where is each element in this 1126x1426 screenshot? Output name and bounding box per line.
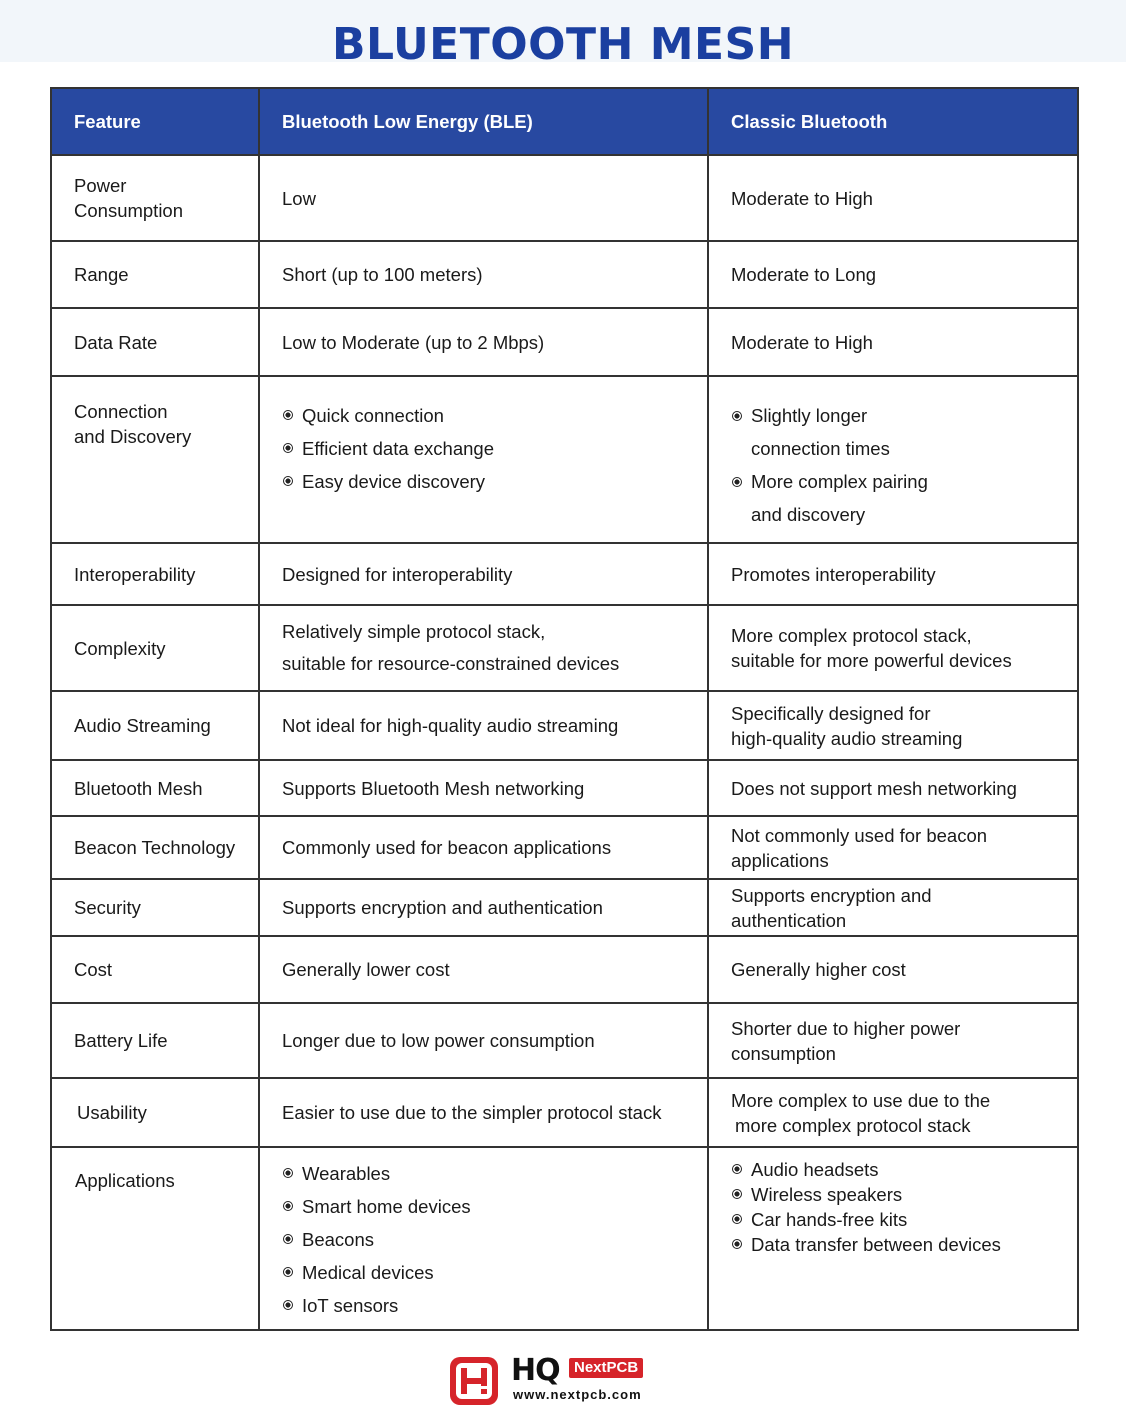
- list-item: Wearables: [282, 1157, 687, 1190]
- classic-cell: Moderate to Long: [708, 241, 1078, 308]
- list-item: Data transfer between devices: [731, 1232, 1057, 1257]
- bullet-icon: [283, 476, 293, 486]
- logo-hq-text: HQ: [511, 1353, 560, 1388]
- classic-line: consumption: [731, 1042, 836, 1064]
- bullet-icon: [283, 410, 293, 420]
- table-row-power: [51, 155, 1078, 241]
- list-item: Wireless speakers: [731, 1182, 1057, 1207]
- bullet-icon: [283, 443, 293, 453]
- table-header-row: [51, 88, 1078, 155]
- table-row-applications: [51, 1147, 1078, 1330]
- logo-url: www.nextpcb.com: [513, 1387, 642, 1402]
- feature-line: and Discovery: [74, 426, 192, 447]
- ble-cell: Designed for interoperability: [259, 543, 708, 605]
- bullet-icon: [732, 411, 742, 421]
- ble-cell: Commonly used for beacon applications: [259, 816, 708, 879]
- feature-cell: Range: [51, 241, 259, 308]
- feature-cell: [51, 376, 259, 543]
- bullet-icon: [283, 1267, 293, 1277]
- comparison-table: [50, 87, 1079, 1331]
- feature-line: Connection: [74, 401, 168, 422]
- classic-cell: [708, 1003, 1078, 1078]
- ble-cell: Low: [259, 155, 708, 241]
- header-ble: Bluetooth Low Energy (BLE): [259, 88, 708, 155]
- feature-cell: Audio Streaming: [51, 691, 259, 760]
- list-item: Medical devices: [282, 1256, 687, 1289]
- classic-line: Specifically designed for: [731, 702, 931, 724]
- classic-cell: [708, 879, 1078, 936]
- nextpcb-logo: [449, 1355, 679, 1405]
- bullet-icon: [732, 477, 742, 487]
- classic-list: [731, 1157, 1057, 1257]
- ble-cell: Supports encryption and authentication: [259, 879, 708, 936]
- ble-cell: Short (up to 100 meters): [259, 241, 708, 308]
- classic-cell: [708, 816, 1078, 879]
- ble-cell: [259, 605, 708, 691]
- feature-cell: Cost: [51, 936, 259, 1003]
- classic-list: [731, 399, 1057, 531]
- feature-cell: Beacon Technology: [51, 816, 259, 879]
- bullet-icon: [283, 1300, 293, 1310]
- feature-cell: Complexity: [51, 605, 259, 691]
- classic-cell: Promotes interoperability: [708, 543, 1078, 605]
- ble-line: suitable for resource-constrained devices: [282, 653, 620, 674]
- bullet-icon: [732, 1214, 742, 1224]
- ble-line: Relatively simple protocol stack,: [282, 621, 546, 642]
- bullet-icon: [732, 1189, 742, 1199]
- feature-cell: Battery Life: [51, 1003, 259, 1078]
- feature-cell: Usability: [51, 1078, 259, 1147]
- classic-line: More complex to use due to the: [731, 1089, 991, 1111]
- hq-logo-mark-icon: [449, 1356, 499, 1406]
- ble-list: [282, 399, 687, 498]
- table-row-complexity: [51, 605, 1078, 691]
- classic-cell: Moderate to High: [708, 155, 1078, 241]
- table-row-usability: [51, 1078, 1078, 1147]
- classic-line: Supports encryption and: [731, 884, 932, 906]
- classic-cell: [708, 1078, 1078, 1147]
- bullet-icon: [283, 1234, 293, 1244]
- table-row-connection: [51, 376, 1078, 543]
- ble-cell: Low to Moderate (up to 2 Mbps): [259, 308, 708, 376]
- classic-cell: [708, 691, 1078, 760]
- header-classic: Classic Bluetooth: [708, 88, 1078, 155]
- classic-cell: [708, 376, 1078, 543]
- classic-cell: Generally higher cost: [708, 936, 1078, 1003]
- page-title: BLUETOOTH MESH: [331, 19, 795, 70]
- bullet-icon: [732, 1239, 742, 1249]
- list-item: Audio headsets: [731, 1157, 1057, 1182]
- table-row-range: [51, 241, 1078, 308]
- ble-cell: Not ideal for high-quality audio streaming: [259, 691, 708, 760]
- table-row-battery: [51, 1003, 1078, 1078]
- table-row-interoperability: [51, 543, 1078, 605]
- list-item: Beacons: [282, 1223, 687, 1256]
- list-item: Quick connection: [282, 399, 687, 432]
- ble-cell: Supports Bluetooth Mesh networking: [259, 760, 708, 816]
- feature-cell: Interoperability: [51, 543, 259, 605]
- bullet-icon: [283, 1201, 293, 1211]
- classic-cell: Moderate to High: [708, 308, 1078, 376]
- list-item: Car hands-free kits: [731, 1207, 1057, 1232]
- bullet-icon: [283, 1168, 293, 1178]
- ble-cell: [259, 376, 708, 543]
- classic-line: authentication: [731, 909, 847, 931]
- list-item: Slightly longer connection times: [731, 399, 1057, 465]
- classic-line: high-quality audio streaming: [731, 727, 963, 749]
- header-feature: Feature: [51, 88, 259, 155]
- logo-nextpcb-tag: NextPCB: [569, 1358, 643, 1378]
- table-row-audio: [51, 691, 1078, 760]
- ble-cell: [259, 1147, 708, 1330]
- classic-line: more complex protocol stack: [735, 1114, 971, 1136]
- table-row-beacon: [51, 816, 1078, 879]
- list-item: Smart home devices: [282, 1190, 687, 1223]
- classic-line: More complex protocol stack,: [731, 625, 972, 646]
- table-row-security: [51, 879, 1078, 936]
- classic-line: Shorter due to higher power: [731, 1017, 961, 1039]
- list-item: Efficient data exchange: [282, 432, 687, 465]
- classic-cell: [708, 1147, 1078, 1330]
- table-row-mesh: [51, 760, 1078, 816]
- list-item: More complex pairing and discovery: [731, 465, 1057, 531]
- feature-cell: Bluetooth Mesh: [51, 760, 259, 816]
- table-row-data-rate: [51, 308, 1078, 376]
- table-row-cost: [51, 936, 1078, 1003]
- ble-cell: Easier to use due to the simpler protocol stack: [259, 1078, 708, 1147]
- feature-cell: Data Rate: [51, 308, 259, 376]
- classic-line: applications: [731, 849, 829, 871]
- classic-line: Not commonly used for beacon: [731, 824, 988, 846]
- ble-list: [282, 1157, 687, 1322]
- feature-cell: Applications: [51, 1147, 259, 1330]
- bullet-icon: [732, 1164, 742, 1174]
- ble-cell: Generally lower cost: [259, 936, 708, 1003]
- list-item: Easy device discovery: [282, 465, 687, 498]
- classic-cell: [708, 605, 1078, 691]
- list-item: IoT sensors: [282, 1289, 687, 1322]
- classic-line: suitable for more powerful devices: [731, 650, 1012, 671]
- feature-cell: Power Consumption: [51, 155, 259, 241]
- feature-cell: Security: [51, 879, 259, 936]
- classic-cell: Does not support mesh networking: [708, 760, 1078, 816]
- ble-cell: Longer due to low power consumption: [259, 1003, 708, 1078]
